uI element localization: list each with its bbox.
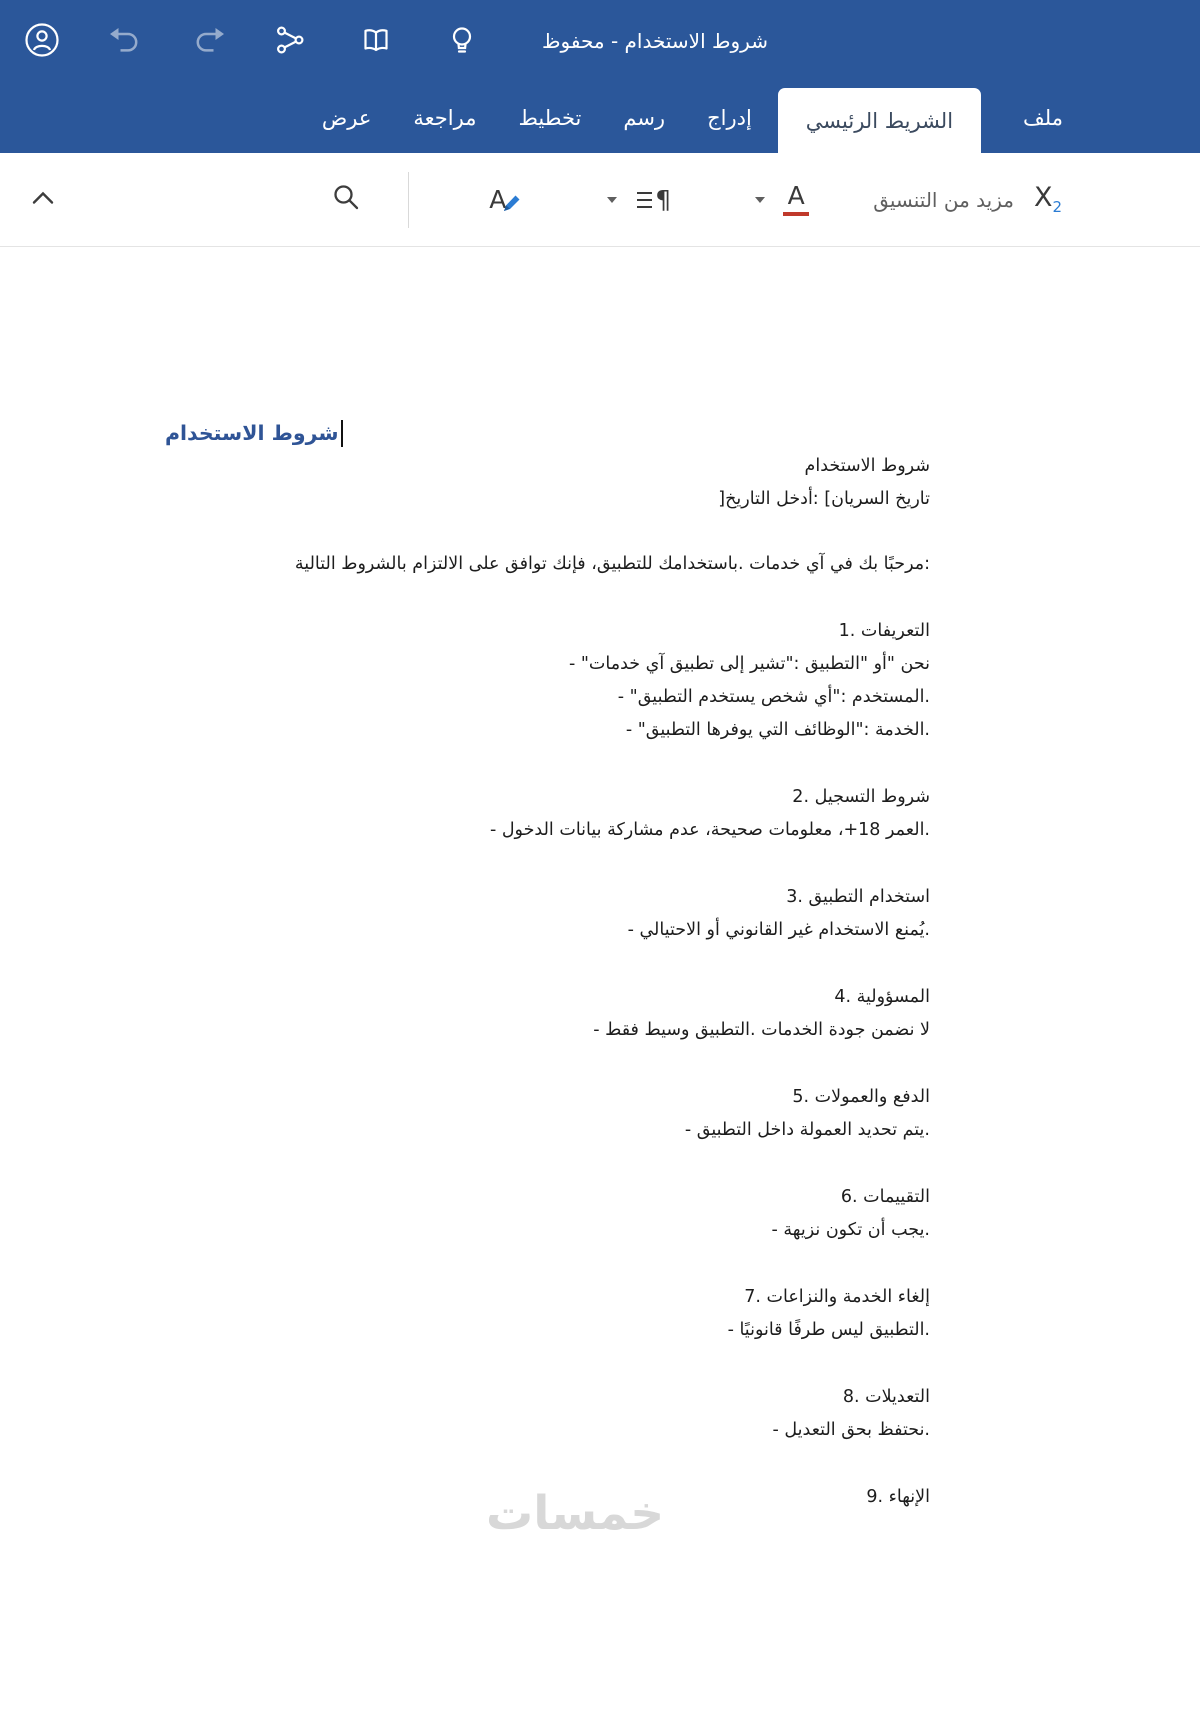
undo-button[interactable] [104,22,144,62]
pilcrow-icon: ¶ [655,185,672,214]
tab-file[interactable]: ملف [1023,106,1063,130]
doc-section-heading[interactable]: المسؤولية .4 [834,987,930,1007]
redo-icon [191,21,229,62]
doc-paragraph[interactable]: :مرحبًا بك في آي خدمات .باستخدامك للتطبيق، فإنك توافق على الالتزام بالشروط التالية [294,554,930,574]
ribbon-toolbar [0,153,1200,247]
more-formatting-label: مزيد من التنسيق [873,187,1014,212]
doc-paragraph[interactable]: .يتم تحديد العمولة داخل التطبيق - [684,1120,930,1140]
doc-heading-row [165,417,930,450]
account-button[interactable] [22,22,62,62]
doc-paragraph[interactable]: .الخدمة :"الوظائف التي يوفرها التطبيق" - [625,720,930,740]
chevron-up-icon [30,188,56,212]
font-color-dropdown-button[interactable] [755,197,775,203]
share-icon [272,22,308,61]
font-color-button[interactable] [783,183,809,215]
subscript-icon: $X_2$ [1033,182,1062,216]
subscript-button[interactable] [1034,184,1062,215]
font-color-control [755,183,809,215]
font-color-bar-icon [783,212,809,216]
chevron-down-icon [755,197,765,203]
doc-section-heading[interactable]: استخدام التطبيق .3 [786,887,930,907]
more-formatting-button[interactable] [873,188,1014,212]
read-mode-button[interactable] [356,22,396,62]
doc-section-heading[interactable]: شروط التسجيل .2 [792,787,930,807]
doc-body[interactable] [165,450,930,1514]
search-button[interactable] [328,179,366,221]
tab-home[interactable]: الشريط الرئيسي [778,88,981,153]
doc-paragraph[interactable]: شروط الاستخدام [804,456,930,476]
doc-section-heading[interactable]: التعديلات .8 [842,1387,930,1407]
doc-paragraph[interactable]: .نحتفظ بحق التعديل - [772,1420,930,1440]
tab-layout[interactable]: تخطيط [518,106,582,130]
search-icon [328,179,366,221]
doc-paragraph[interactable]: نحن "أو "التطبيق :"تشير إلى تطبيق آي خدمات" - [568,654,930,674]
undo-icon [105,21,143,62]
open-book-icon [358,22,394,61]
document-title: شروط الاستخدام - محفوظ [542,29,768,53]
account-icon [22,20,62,63]
doc-paragraph[interactable]: لا نضمن جودة الخدمات .التطبيق وسيط فقط - [593,1020,930,1040]
tab-draw[interactable]: رسم [623,106,666,130]
doc-paragraph[interactable]: تاريخ السريان] :أدخل التاريخ[ [718,489,930,509]
paragraph-formatting-control [607,185,671,215]
ribbon-tab-bar [0,83,1200,153]
doc-section-heading[interactable]: إلغاء الخدمة والنزاعات .7 [744,1287,930,1307]
tab-review[interactable]: مراجعة [413,106,477,130]
collapse-ribbon-button[interactable] [30,188,56,212]
doc-paragraph[interactable]: .يُمنع الاستخدام غير القانوني أو الاحتيالي - [627,920,930,940]
doc-paragraph[interactable]: .المستخدم :"أي شخص يستخدم التطبيق" - [617,687,930,707]
doc-paragraph[interactable]: .التطبيق ليس طرفًا قانونيًا - [727,1320,930,1340]
tab-view[interactable]: عرض [321,106,372,130]
chevron-down-icon [607,197,617,203]
tab-insert[interactable]: إدراج [707,106,752,130]
document-canvas[interactable] [0,247,1200,1554]
tell-me-button[interactable] [442,22,482,62]
doc-paragraph[interactable]: .العمر 18+، معلومات صحيحة، عدم مشاركة بيانات الدخول - [489,820,930,840]
styles-letter: A [489,185,507,214]
doc-section-heading[interactable]: الدفع والعمولات .5 [792,1087,930,1107]
doc-paragraph[interactable]: .يجب أن تكون نزيهة - [771,1220,930,1240]
paragraph-dropdown-button[interactable] [607,197,627,203]
lightbulb-icon [444,22,480,61]
paragraph-marks-icon [635,185,671,215]
redo-button[interactable] [190,22,230,62]
paragraph-formatting-button[interactable] [635,185,671,215]
text-cursor [341,420,343,447]
font-color-letter: A [787,181,805,211]
title-bar [0,0,1200,83]
doc-section-heading[interactable]: التقييمات .6 [840,1187,930,1207]
share-button[interactable] [270,22,310,62]
khamsat-watermark: خمسات [486,1486,665,1541]
doc-heading[interactable]: شروط الاستخدام [165,421,339,445]
brush-icon [501,192,523,218]
styles-button[interactable] [489,187,523,213]
doc-section-heading[interactable]: الإنهاء .9 [866,1487,930,1507]
doc-section-heading[interactable]: التعريفات .1 [838,621,930,641]
toolbar-divider [408,172,409,228]
